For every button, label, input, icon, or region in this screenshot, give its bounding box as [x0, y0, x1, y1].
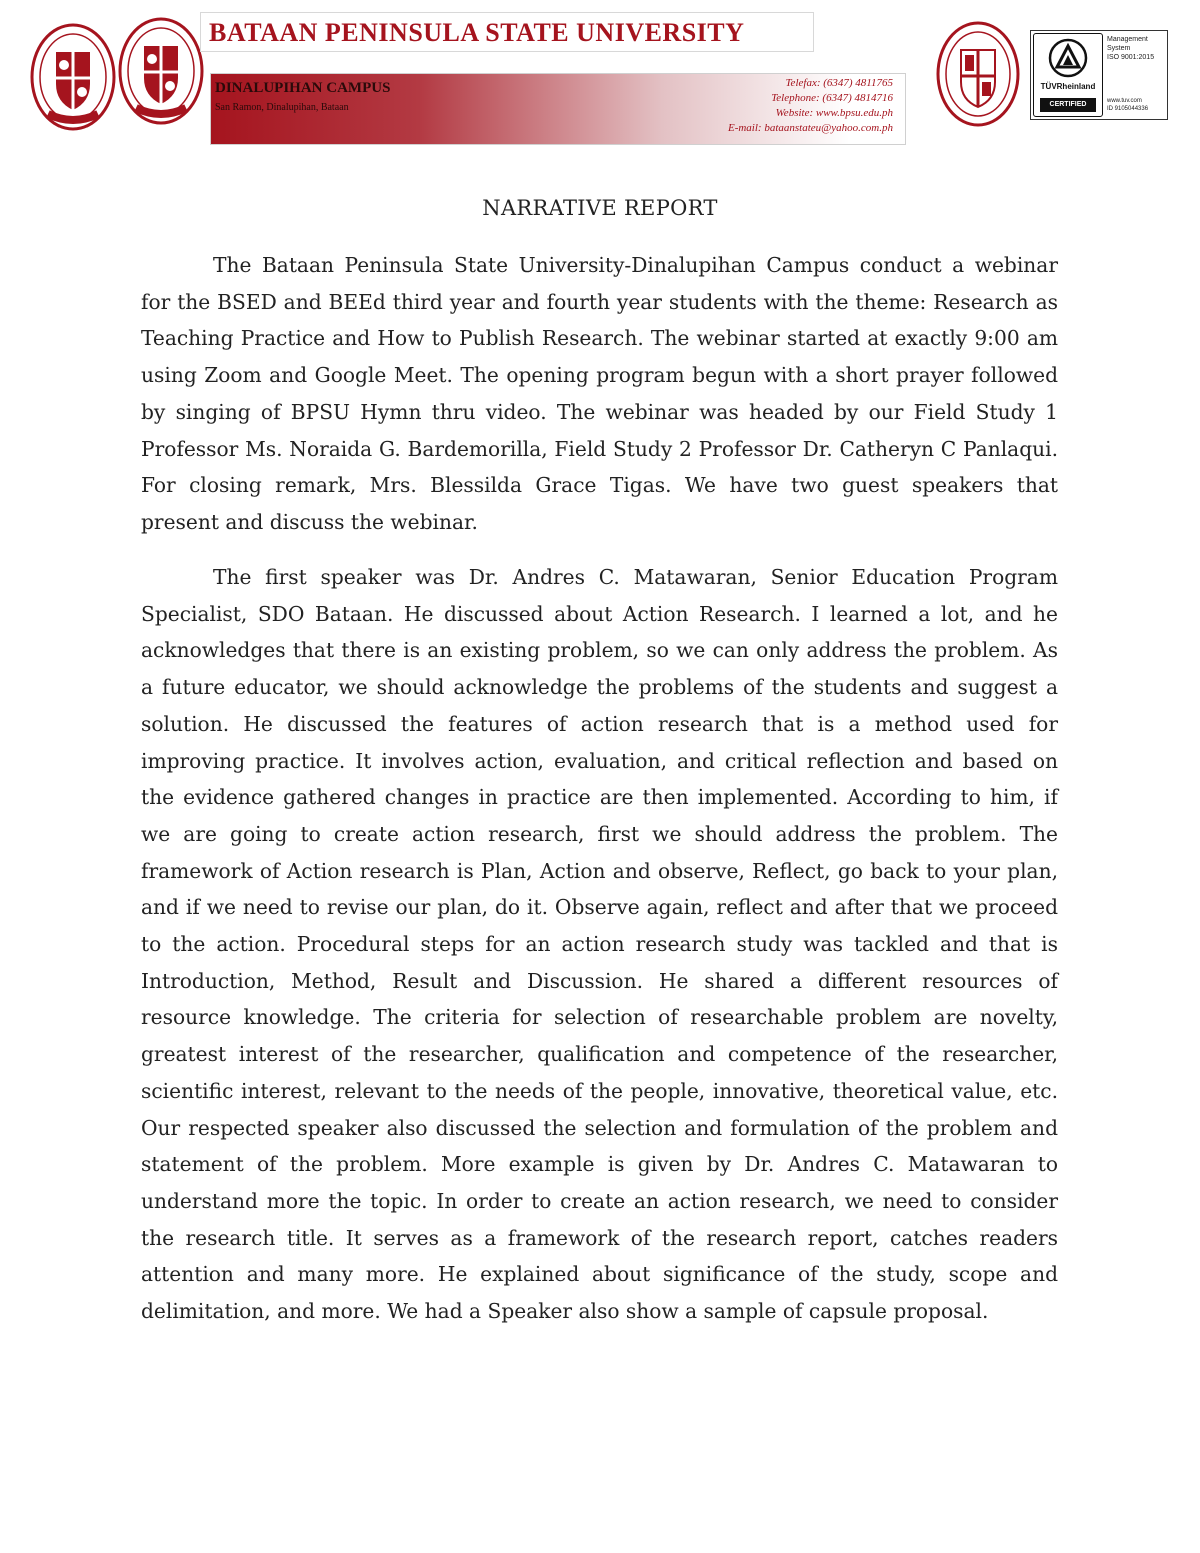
- document-title: NARRATIVE REPORT: [482, 196, 718, 220]
- cert-management-line: Management: [1107, 36, 1148, 43]
- university-seal-logo: [30, 22, 116, 132]
- cert-certified-label: CERTIFIED: [1040, 98, 1096, 112]
- cert-system-line: System: [1107, 45, 1131, 52]
- university-seal-logo-secondary: [118, 16, 204, 126]
- campus-band: [210, 73, 906, 145]
- seal-icon: [118, 16, 204, 126]
- contact-block: [728, 76, 893, 136]
- seal-icon: [936, 20, 1020, 128]
- paragraph-intro: The Bataan Peninsula State University-Dinalupihan Campus conduct a webinar for the BSED and BEEd third year and fourth year students with the theme: Research as Teaching Practice and How to Publish Research. The webinar started at exactly 9:00 am using Zoom and Google Meet. The opening program begun with a short prayer followed by singing of BPSU Hymn thru video. The webinar was headed by our Field Study 1 Professor Ms. Noraida G. Bardemorilla, Field Study 2 Professor Dr. Catheryn C Panlaqui. For closing remark, Mrs. Blessilda Grace Tigas. We have two guest speakers that present and discuss the webinar.: [141, 253, 1058, 534]
- cert-brand: TÜVRheinland: [1040, 82, 1096, 91]
- letterhead: [0, 0, 1200, 160]
- university-name: BATAAN PENINSULA STATE UNIVERSITY: [209, 18, 745, 47]
- cert-footer: [1107, 97, 1167, 113]
- paragraph-first-speaker: The first speaker was Dr. Andres C. Matawaran, Senior Education Program Specialist, SDO Bataan. He discussed about Action Research. I learned a lot, and he acknowledges that there is an existing problem, so we can only address the problem. As a future educator, we should acknowledge the problems of the students and suggest a solution. He discussed the features of action research that is a method used for improving practice. It involves action, evaluation, and critical reflection and based on the evidence gathered changes in practice are then implemented. According to him, if we are going to create action research, first we should address the problem. The framework of Action research is Plan, Action and observe, Reflect, go back to your plan, and if we need to revise our plan, do it. Observe again, reflect and after that we proceed to the action. Procedural steps for an action research study was tackled and that is Introduction, Method, Result and Discussion. He shared a different resources of resource knowledge. The criteria for selection of researchable problem are novelty, greatest interest of the researcher, qualification and competence of the researcher, scientific interest, relevant to the needs of the people, innovative, theoretical value, etc. Our respected speaker also discussed the selection and formulation of the problem and statement of the problem. More example is given by Dr. Andres C. Matawaran to understand more the topic. In order to create an action research, we need to consider the research title. It serves as a framework of the research report, catches readers attention and many more. He explained about significance of the study, scope and delimitation, and more. We had a Speaker also show a sample of capsule proposal.: [141, 565, 1058, 1324]
- telefax-line: Telefax: (6347) 4811765: [785, 77, 893, 89]
- cert-id: ID 9105044336: [1107, 106, 1149, 112]
- telephone-line: Telephone: (6347) 4814716: [771, 92, 893, 104]
- tuv-triangle-icon: [1048, 38, 1088, 78]
- website-line: Website: www.bpsu.edu.ph: [775, 107, 893, 119]
- campus-name: DINALUPIHAN CAMPUS: [215, 80, 391, 96]
- university-name-box: [200, 12, 814, 52]
- email-line: E-mail: bataanstateu@yahoo.com.ph: [727, 122, 893, 134]
- campus-seal-logo: [936, 20, 1020, 128]
- iso-certification-badge: [1030, 30, 1168, 120]
- campus-address: San Ramon, Dinalupihan, Bataan: [215, 102, 349, 113]
- cert-website: www.tuv.com: [1107, 98, 1142, 104]
- cert-system-info: [1107, 35, 1165, 62]
- seal-icon: [30, 22, 116, 132]
- cert-standard: ISO 9001:2015: [1107, 54, 1155, 61]
- tuv-logo-box: [1033, 33, 1103, 117]
